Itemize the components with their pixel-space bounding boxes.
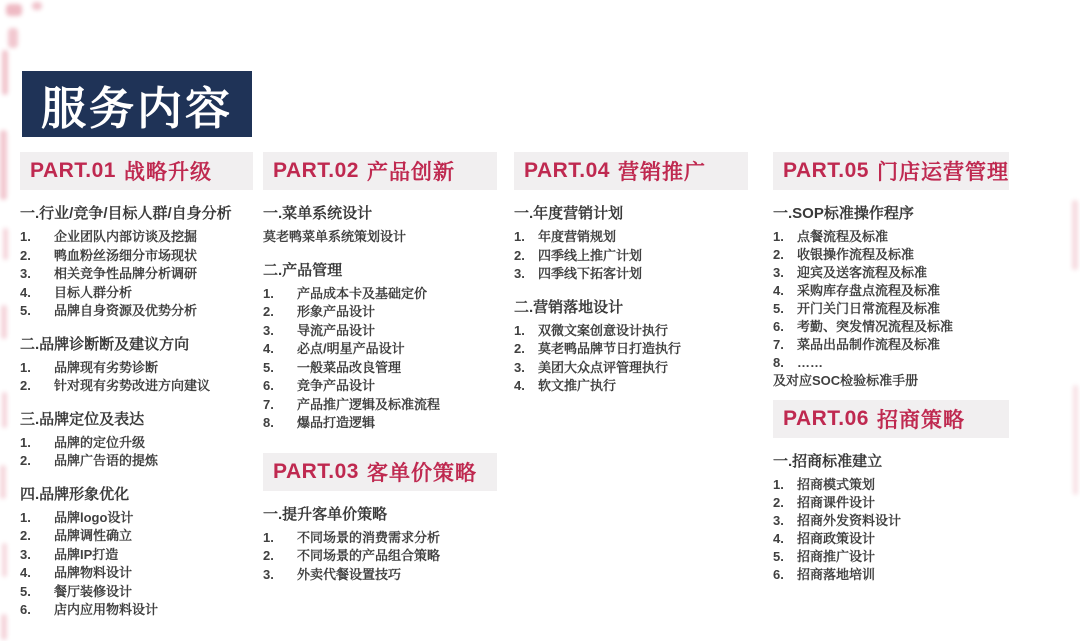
item-number: 2. <box>263 548 274 563</box>
item-text: 目标人群分析 <box>54 284 133 300</box>
item-number: 3. <box>263 322 274 338</box>
part-header <box>263 152 497 190</box>
list-item <box>20 377 253 396</box>
part-title: 营销推广 <box>617 159 706 184</box>
list-item <box>773 282 1009 300</box>
list-item <box>773 246 1009 264</box>
red-smudge-artifact <box>32 2 42 10</box>
list-item <box>20 228 253 247</box>
part-code: PART.02 <box>273 159 359 182</box>
item-number: 4. <box>773 531 784 546</box>
service-section <box>263 505 497 585</box>
item-number: 1. <box>514 229 525 244</box>
part-title: 战略升级 <box>123 159 212 184</box>
item-number: 1. <box>20 359 31 375</box>
list-item <box>514 377 748 396</box>
section-heading: 二.产品管理 <box>263 261 343 279</box>
item-number: 2. <box>773 247 784 262</box>
list-item <box>263 322 497 341</box>
column-product <box>263 152 497 584</box>
part-title: 招商策略 <box>876 407 965 432</box>
part-code: PART.03 <box>273 459 359 483</box>
section-heading: 一.菜单系统设计 <box>263 205 373 222</box>
item-text: 企业团队内部访谈及挖掘 <box>54 229 198 244</box>
item-text: 品牌现有劣势诊断 <box>54 359 159 375</box>
list-item <box>20 452 253 471</box>
item-number: 2. <box>20 453 31 468</box>
item-text: 形象产品设计 <box>297 304 376 319</box>
list-item <box>514 265 748 284</box>
item-text: 美团大众点评管理执行 <box>538 359 669 375</box>
item-number: 3. <box>263 566 274 582</box>
item-number: 2. <box>20 247 31 263</box>
list-item <box>514 228 748 247</box>
item-number: 3. <box>20 266 31 281</box>
item-number: 2. <box>263 304 274 319</box>
red-smudge-artifact <box>0 465 6 499</box>
list-item <box>773 300 1009 318</box>
column-operations <box>773 152 1009 584</box>
part-header <box>773 400 1009 438</box>
service-section <box>20 204 253 321</box>
item-text: 竞争产品设计 <box>297 378 376 393</box>
part-title: 客单价策略 <box>366 459 477 485</box>
item-text: 考勤、突发情况流程及标准 <box>797 319 954 334</box>
item-text: 菜品出品制作流程及标准 <box>797 337 941 352</box>
service-section <box>514 204 748 284</box>
item-number: 3. <box>514 266 525 281</box>
list-item <box>773 476 1009 494</box>
item-number: 2. <box>514 341 525 356</box>
section-heading: 一.SOP标准操作程序 <box>773 205 914 222</box>
item-text: …… <box>797 355 823 370</box>
item-number: 6. <box>773 567 784 582</box>
section-note: 莫老鸭菜单系统策划设计 <box>263 229 407 244</box>
service-section <box>514 298 748 396</box>
item-text: 收银操作流程及标准 <box>797 247 915 262</box>
item-number: 1. <box>263 529 274 545</box>
item-number: 7. <box>773 337 784 352</box>
item-number: 1. <box>773 229 784 244</box>
part-code: PART.04 <box>524 159 610 182</box>
item-text: 招商课件设计 <box>797 495 876 510</box>
item-text: 软文推广执行 <box>538 378 617 393</box>
list-item <box>773 530 1009 548</box>
list-item <box>773 354 1009 372</box>
section-heading: 三.品牌定位及表达 <box>20 410 145 428</box>
service-section <box>20 335 253 396</box>
list-item <box>20 265 253 284</box>
item-number: 1. <box>263 285 274 301</box>
item-text: 品牌调性确立 <box>54 528 133 543</box>
item-text: 莫老鸭品牌节日打造执行 <box>538 341 682 356</box>
item-number: 1. <box>20 509 31 525</box>
red-smudge-artifact <box>1 614 7 640</box>
list-item <box>20 247 253 266</box>
list-item <box>773 264 1009 282</box>
part-code: PART.01 <box>30 159 116 182</box>
item-number: 1. <box>20 434 31 450</box>
item-number: 7. <box>263 396 274 412</box>
item-text: 产品推广逻辑及标准流程 <box>297 396 441 412</box>
list-item <box>773 512 1009 530</box>
item-number: 4. <box>20 565 31 580</box>
section-heading: 一.年度营销计划 <box>514 205 624 222</box>
part-header <box>20 152 253 190</box>
item-text: 导流产品设计 <box>297 322 376 338</box>
list-item <box>263 396 497 415</box>
section-footnote: 及对应SOC检验标准手册 <box>773 373 919 388</box>
item-text: 年度营销规划 <box>538 229 617 244</box>
item-number: 6. <box>773 319 784 334</box>
item-number: 1. <box>20 229 31 244</box>
item-number: 5. <box>773 549 784 564</box>
part-header <box>514 152 748 190</box>
service-section <box>263 204 497 247</box>
list-item <box>263 303 497 322</box>
column-strategy <box>20 152 253 620</box>
part-code: PART.06 <box>783 407 869 430</box>
item-text: 餐厅装修设计 <box>54 583 133 599</box>
item-number: 3. <box>773 265 784 280</box>
item-number: 5. <box>263 359 274 375</box>
item-number: 8. <box>773 355 784 370</box>
red-smudge-artifact <box>8 28 18 48</box>
item-text: 一般菜品改良管理 <box>297 359 402 375</box>
section-heading: 四.品牌形象优化 <box>20 485 130 503</box>
item-text: 四季线上推广计划 <box>538 247 643 263</box>
item-number: 4. <box>514 378 525 393</box>
item-text: 品牌的定位升级 <box>54 434 146 450</box>
item-text: 招商外发资料设计 <box>797 513 902 528</box>
red-smudge-artifact <box>2 50 8 95</box>
item-number: 6. <box>263 378 274 393</box>
item-number: 5. <box>773 301 784 316</box>
service-section <box>20 410 253 471</box>
item-number: 5. <box>20 303 31 318</box>
list-item <box>263 547 497 566</box>
list-item <box>773 566 1009 584</box>
item-number: 2. <box>20 378 31 393</box>
list-item <box>20 601 253 620</box>
service-section <box>773 204 1009 390</box>
list-item <box>20 284 253 303</box>
item-number: 3. <box>514 359 525 375</box>
item-text: 外卖代餐设置技巧 <box>297 566 402 582</box>
list-item <box>20 434 253 453</box>
list-item <box>773 318 1009 336</box>
item-text: 不同场景的消费需求分析 <box>297 529 441 545</box>
part-header <box>263 453 497 491</box>
item-text: 相关竞争性品牌分析调研 <box>54 266 198 281</box>
red-smudge-artifact <box>0 130 7 200</box>
red-smudge-artifact <box>1 305 7 339</box>
list-item <box>514 359 748 378</box>
service-section <box>20 485 253 620</box>
item-number: 2. <box>514 247 525 263</box>
item-text: 品牌logo设计 <box>54 509 134 525</box>
item-number: 2. <box>20 528 31 543</box>
red-smudge-artifact <box>3 228 8 260</box>
list-item <box>773 548 1009 566</box>
item-text: 针对现有劣势改进方向建议 <box>54 378 211 393</box>
list-item <box>773 494 1009 512</box>
item-text: 招商推广设计 <box>797 549 876 564</box>
item-text: 品牌IP打造 <box>54 546 119 562</box>
part-code: PART.05 <box>783 159 869 182</box>
item-number: 8. <box>263 415 274 430</box>
item-text: 四季线下拓客计划 <box>538 266 643 281</box>
item-number: 6. <box>20 602 31 617</box>
part-title: 门店运营管理 <box>876 159 1009 184</box>
red-smudge-artifact <box>1073 385 1078 495</box>
item-text: 招商政策设计 <box>797 531 876 546</box>
column-marketing <box>514 152 748 396</box>
list-item <box>514 340 748 359</box>
item-text: 品牌自身资源及优势分析 <box>54 303 198 318</box>
item-number: 1. <box>514 322 525 338</box>
item-text: 鸭血粉丝汤细分市场现状 <box>54 247 198 263</box>
red-smudge-artifact <box>6 4 22 16</box>
part-title: 产品创新 <box>366 159 455 184</box>
part-header <box>773 152 1009 190</box>
item-text: 招商模式策划 <box>797 477 876 492</box>
item-text: 双微文案创意设计执行 <box>538 322 669 338</box>
list-item <box>773 228 1009 246</box>
list-item <box>20 359 253 378</box>
list-item <box>263 566 497 585</box>
section-heading: 一.行业/竞争/目标人群/自身分析 <box>20 205 232 222</box>
item-number: 4. <box>20 284 31 300</box>
item-text: 产品成本卡及基础定价 <box>297 285 428 301</box>
item-text: 品牌广告语的提炼 <box>54 453 159 468</box>
list-item <box>263 340 497 359</box>
list-item <box>20 509 253 528</box>
list-item <box>20 564 253 583</box>
page-title: 服务内容 <box>22 71 252 137</box>
list-item <box>263 414 497 433</box>
list-item <box>20 527 253 546</box>
item-text: 招商落地培训 <box>797 567 876 582</box>
list-item <box>20 302 253 321</box>
item-text: 必点/明星产品设计 <box>297 341 405 356</box>
item-number: 4. <box>263 341 274 356</box>
service-section <box>773 452 1009 584</box>
item-text: 不同场景的产品组合策略 <box>297 548 441 563</box>
item-text: 采购库存盘点流程及标准 <box>797 283 941 298</box>
list-item <box>263 377 497 396</box>
list-item <box>514 247 748 266</box>
item-text: 点餐流程及标准 <box>797 229 889 244</box>
list-item <box>263 529 497 548</box>
item-number: 1. <box>773 477 784 492</box>
item-number: 3. <box>20 546 31 562</box>
item-number: 2. <box>773 495 784 510</box>
red-smudge-artifact <box>2 543 7 577</box>
red-smudge-artifact <box>2 392 7 428</box>
item-text: 店内应用物料设计 <box>54 602 159 617</box>
list-item <box>514 322 748 341</box>
list-item <box>263 359 497 378</box>
item-text: 爆品打造逻辑 <box>297 415 376 430</box>
section-heading: 一.提升客单价策略 <box>263 505 388 523</box>
list-item <box>20 546 253 565</box>
list-item <box>20 583 253 602</box>
list-item <box>773 336 1009 354</box>
section-heading: 二.品牌诊断断及建议方向 <box>20 335 190 353</box>
item-number: 3. <box>773 513 784 528</box>
section-heading: 一.招商标准建立 <box>773 453 883 470</box>
item-text: 迎宾及送客流程及标准 <box>797 265 928 280</box>
service-section <box>263 261 497 433</box>
item-text: 品牌物料设计 <box>54 565 133 580</box>
item-number: 4. <box>773 283 784 298</box>
red-smudge-artifact <box>1072 200 1078 270</box>
section-heading: 二.营销落地设计 <box>514 298 624 316</box>
item-text: 开门关门日常流程及标准 <box>797 301 941 316</box>
list-item <box>263 285 497 304</box>
item-number: 5. <box>20 583 31 599</box>
